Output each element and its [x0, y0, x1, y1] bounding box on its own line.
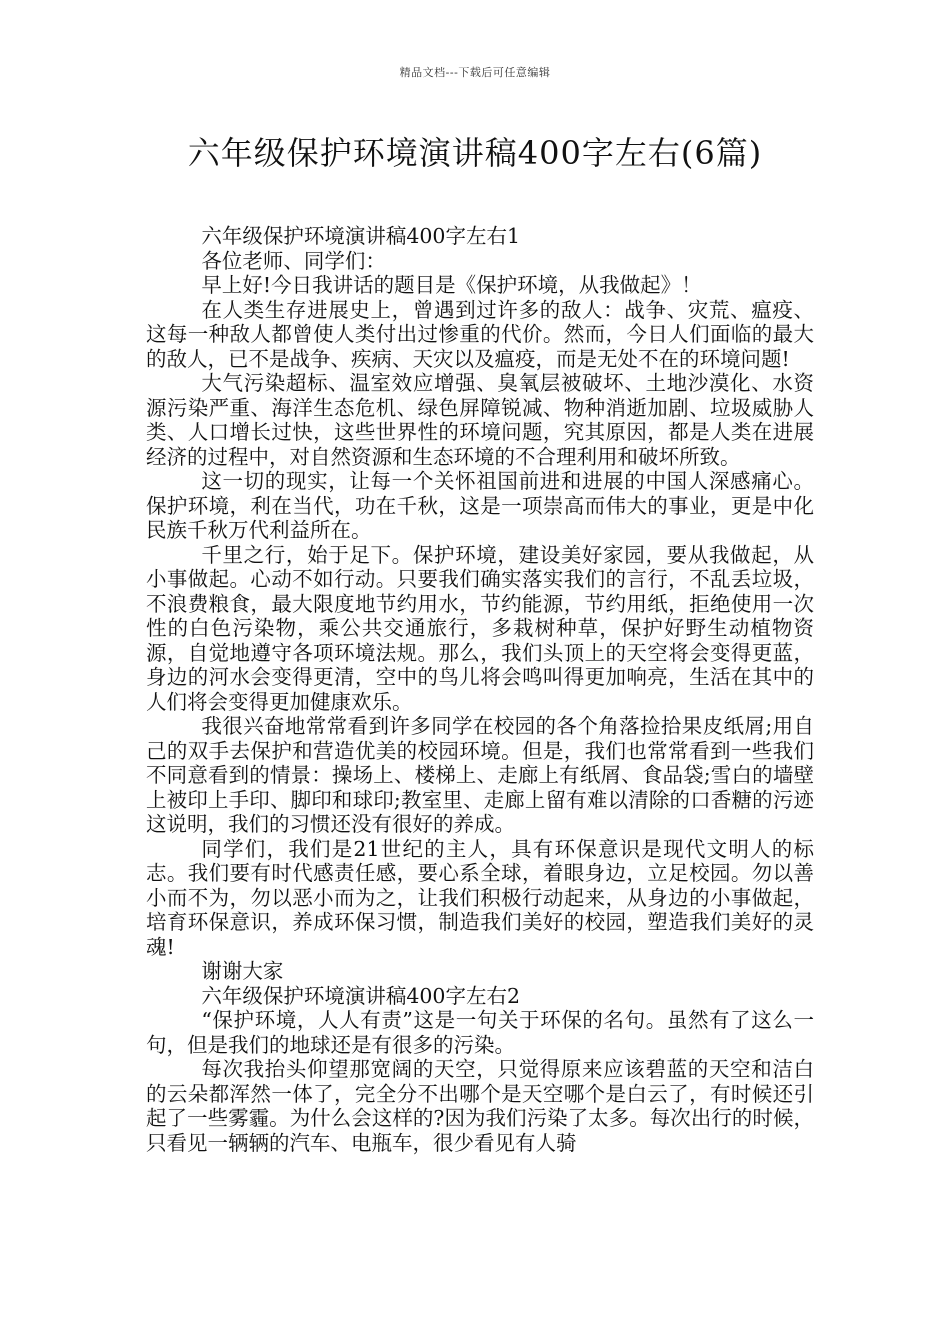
document-body: [146, 224, 814, 1155]
section-heading-2: 六年级保护环境演讲稿400字左右2: [201, 983, 521, 1008]
body-paragraph: 这一切的现实，让每一个关怀祖国前进和进展的中国人深感痛心。保护环境，利在当代，功在千秋，这是一项崇高而伟大的事业，更是中化民族千秋万代利益所在。: [146, 469, 814, 542]
body-paragraph: 大气污染超标、温室效应增强、臭氧层被破坏、土地沙漠化、水资源污染严重、海洋生态危机、绿色屏障锐减、物种消逝加剧、垃圾威胁人类、人口增长过快，这些世界性的环境问题，究其原因，都是人类在进展经济的过程中，对自然资源和生态环境的不合理利用和破坏所致。: [146, 371, 814, 469]
body-paragraph: 早上好!今日我讲话的题目是《保护环境，从我做起》！: [201, 273, 702, 297]
body-paragraph: 我很兴奋地常常看到许多同学在校园的各个角落捡拾果皮纸屑;用自己的双手去保护和营造优美的校园环境。但是，我们也常常看到一些我们不同意看到的情景：操场上、楼梯上、走廊上有纸屑、食品袋;雪白的墙壁上被印上手印、脚印和球印;教室里、走廊上留有难以清除的口香糖的污迹这说明，我们的习惯还没有很好的养成。: [146, 714, 814, 836]
body-paragraph: 在人类生存进展史上，曾遇到过许多的敌人：战争、灾荒、瘟疫、这每一种敌人都曾使人类付出过惨重的代价。然而，今日人们面临的最大的敌人，已不是战争、疾病、天灾以及瘟疫，而是无处不在的环境问题!: [146, 297, 814, 371]
section-heading-1: 六年级保护环境演讲稿400字左右1: [201, 224, 521, 248]
closing-line: 谢谢大家: [201, 959, 284, 983]
document-title: 六年级保护环境演讲稿400字左右(6篇): [187, 134, 763, 172]
page-header-note: 精品文档---下载后可任意编辑: [399, 66, 551, 79]
salutation: 各位老师、同学们：: [201, 248, 386, 273]
body-paragraph: 同学们，我们是21世纪的主人，具有环保意识是现代文明人的标志。我们要有时代感责任感，要心系全球，着眼身边，立足校园。勿以善小而不为，勿以恶小而为之，让我们积极行动起来，从身边的小事做起，培育环保意识，养成环保习惯，制造我们美好的校园，塑造我们美好的灵魂!: [146, 836, 814, 959]
body-paragraph: 每次我抬头仰望那宽阔的天空，只觉得原来应该碧蓝的天空和洁白的云朵都浑然一体了，完全分不出哪个是天空哪个是白云了，有时候还引起了一些雾霾。为什么会这样的?因为我们污染了太多。每次出行的时候，只看见一辆辆的汽车、电瓶车，很少看见有人骑: [146, 1057, 814, 1155]
body-paragraph: “保护环境，人人有责”这是一句关于环保的名句。虽然有了这么一句，但是我们的地球还是有很多的污染。: [146, 1008, 814, 1057]
body-paragraph: 千里之行，始于足下。保护环境，建设美好家园，要从我做起，从小事做起。心动不如行动。只要我们确实落实我们的言行，不乱丢垃圾，不浪费粮食，最大限度地节约用水，节约能源，节约用纸，拒绝使用一次性的白色污染物，乘公共交通旅行，多栽树种草，保护好野生动植物资源，自觉地遵守各项环境法规。那么，我们头顶上的天空将会变得更蓝，身边的河水会变得更清，空中的鸟儿将会鸣叫得更加响亮，生活在其中的人们将会变得更加健康欢乐。: [146, 542, 814, 714]
